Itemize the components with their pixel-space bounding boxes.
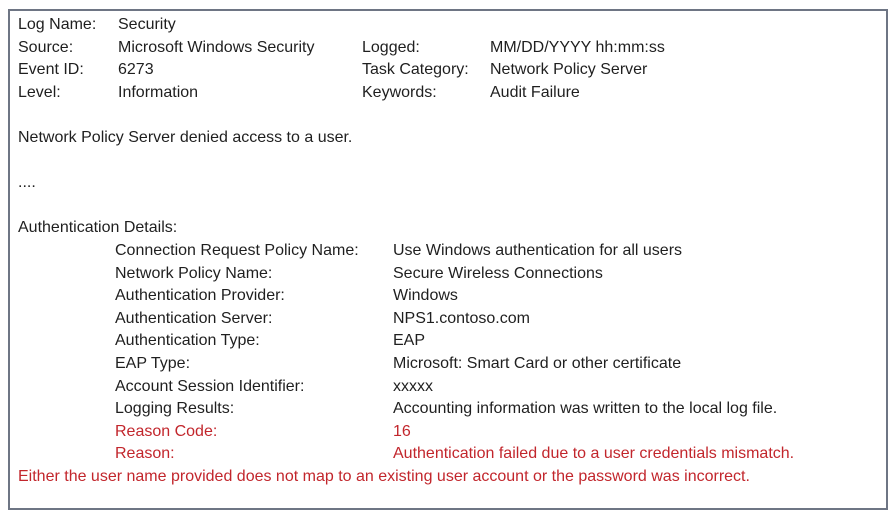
detail-row: [18, 330, 878, 353]
event-description: Network Policy Server denied access to a user.: [18, 128, 353, 146]
spacer: [18, 195, 878, 218]
authentication-type-value: EAP: [393, 332, 426, 350]
account-session-identifier-value: xxxxx: [393, 377, 433, 395]
spacer: [18, 150, 878, 173]
detail-row-reason-code: [18, 421, 878, 444]
keywords-value: Audit Failure: [490, 83, 580, 101]
header-row0-value2: [490, 14, 878, 37]
event-id-label: Event ID:: [18, 61, 84, 79]
detail-row: [18, 263, 878, 286]
ellipsis-line: ....: [18, 174, 36, 192]
eap-type-label: EAP Type:: [115, 354, 191, 372]
detail-row: [18, 398, 878, 421]
logged-value: MM/DD/YYYY hh:mm:ss: [490, 38, 665, 56]
reason-value: Authentication failed due to a user credentials mismatch.: [393, 445, 795, 463]
event-log-panel: [8, 9, 888, 510]
reason-code-label: Reason Code:: [115, 422, 218, 440]
reason-label: Reason:: [115, 445, 175, 463]
event-header-row: [18, 14, 878, 37]
logged-label: Logged:: [362, 38, 420, 56]
keywords-label: Keywords:: [362, 83, 437, 101]
authentication-server-value: NPS1.contoso.com: [393, 309, 530, 327]
failure-explanation-note: Either the user name provided does not map to an existing user account or the password was incorrect.: [18, 467, 750, 485]
reason-code-value: 16: [393, 422, 411, 440]
event-id-value: 6273: [118, 61, 154, 79]
detail-row: [18, 353, 878, 376]
source-label: Source:: [18, 38, 74, 56]
header-row0-label2: [362, 14, 490, 37]
authentication-server-label: Authentication Server:: [115, 309, 273, 327]
connection-request-policy-label: Connection Request Policy Name:: [115, 241, 359, 259]
detail-row: [18, 308, 878, 331]
spacer: [18, 104, 878, 127]
detail-row: [18, 285, 878, 308]
authentication-provider-label: Authentication Provider:: [115, 287, 285, 305]
authentication-provider-value: Windows: [393, 287, 458, 305]
network-policy-name-label: Network Policy Name:: [115, 264, 273, 282]
logging-results-value: Accounting information was written to the local log file.: [393, 400, 778, 418]
log-name-label: Log Name:: [18, 16, 97, 33]
authentication-type-label: Authentication Type:: [115, 332, 260, 350]
detail-row: [18, 240, 878, 263]
event-log-content: [10, 11, 886, 488]
account-session-identifier-label: Account Session Identifier:: [115, 377, 305, 395]
network-policy-name-value: Secure Wireless Connections: [393, 264, 603, 282]
event-header-row: [18, 82, 878, 105]
level-value: Information: [118, 83, 199, 101]
detail-row-reason: [18, 443, 878, 466]
authentication-details-title: Authentication Details:: [18, 219, 178, 237]
eap-type-value: Microsoft: Smart Card or other certificate: [393, 354, 682, 372]
event-header-row: [18, 37, 878, 60]
detail-row: [18, 376, 878, 399]
task-category-label: Task Category:: [362, 61, 469, 79]
log-name-value: Security: [118, 16, 176, 33]
logging-results-label: Logging Results:: [115, 400, 235, 418]
source-value: Microsoft Windows Security: [118, 38, 315, 56]
task-category-value: Network Policy Server: [490, 61, 648, 79]
event-header-row: [18, 59, 878, 82]
connection-request-policy-value: Use Windows authentication for all users: [393, 241, 683, 259]
level-label: Level:: [18, 83, 61, 101]
